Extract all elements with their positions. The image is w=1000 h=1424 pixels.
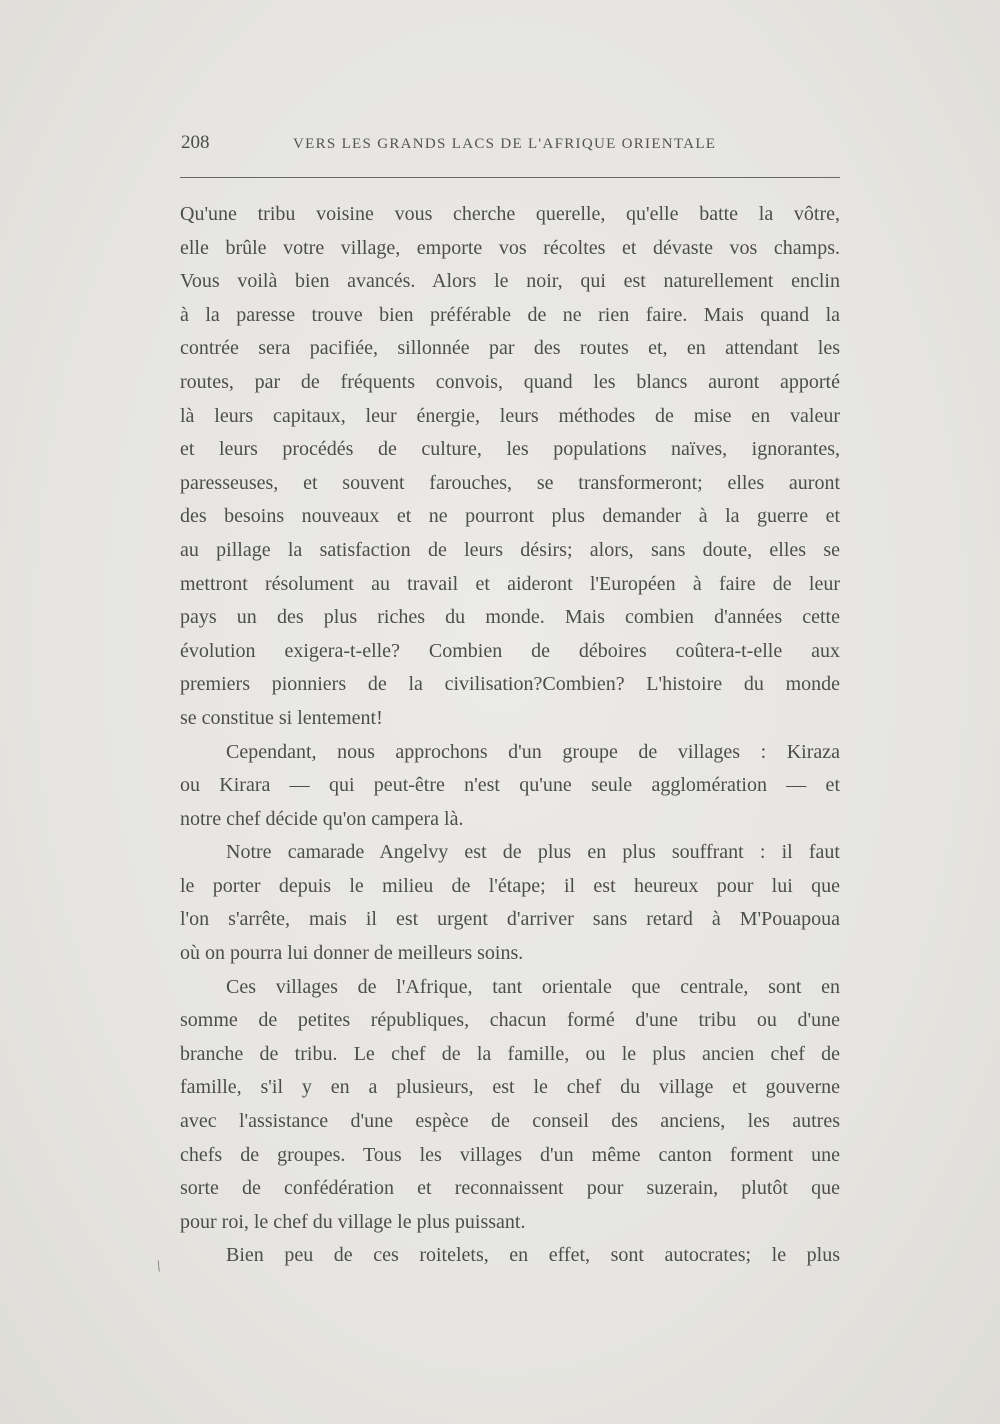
page-number: 208 <box>181 132 210 153</box>
paragraph <box>180 836 840 970</box>
text-line: Qu'une tribu voisine vous cherche querelle, qu'elle batte la vôtre, <box>180 203 840 225</box>
text-line: notre chef décide qu'on campera là. <box>180 807 464 830</box>
text-line: des besoins nouveaux et ne pourront plus demander à la guerre et <box>180 505 840 528</box>
text-line: pays un des plus riches du monde. Mais combien d'années cette <box>180 606 840 629</box>
header-rule <box>180 177 840 178</box>
text-line: Ces villages de l'Afrique, tant orientale que centrale, sont en <box>226 975 840 998</box>
margin-stray-mark: / <box>153 1257 165 1276</box>
paragraph <box>180 1239 840 1273</box>
text-line: pour roi, le chef du village le plus puissant. <box>180 1210 526 1233</box>
text-line: avec l'assistance d'une espèce de conseil des anciens, les autres <box>180 1110 840 1133</box>
text-line: famille, s'il y en a plusieurs, est le chef du village et gouverne <box>180 1076 840 1099</box>
text-line: mettront résolument au travail et aideront l'Européen à faire de leur <box>180 572 840 595</box>
text-line: elle brûle votre village, emporte vos récoltes et dévaste vos champs. <box>180 236 840 259</box>
text-line: Vous voilà bien avancés. Alors le noir, qui est naturellement enclin <box>180 270 840 293</box>
text-line: Cependant, nous approchons d'un groupe de villages : Kiraza <box>226 740 840 763</box>
text-line: là leurs capitaux, leur énergie, leurs méthodes de mise en valeur <box>180 404 840 427</box>
paragraph <box>180 198 840 736</box>
text-line: ou Kirara — qui peut-être n'est qu'une seule agglomération — et <box>180 774 840 797</box>
text-line: paresseuses, et souvent farouches, se transformeront; elles auront <box>180 471 840 494</box>
running-title: VERS LES GRANDS LACS DE L'AFRIQUE ORIENTALE <box>293 136 717 152</box>
text-line: et leurs procédés de culture, les populations naïves, ignorantes, <box>180 438 840 461</box>
text-line: à la paresse trouve bien préférable de ne rien faire. Mais quand la <box>180 303 840 326</box>
text-line: Notre camarade Angelvy est de plus en plus souffrant : il faut <box>226 841 840 864</box>
text-line: où on pourra lui donner de meilleurs soins. <box>180 942 524 965</box>
text-line: Bien peu de ces roitelets, en effet, sont autocrates; le plus <box>226 1244 840 1267</box>
text-line: sorte de confédération et reconnaissent pour suzerain, plutôt que <box>180 1177 840 1200</box>
paragraph <box>180 971 840 1240</box>
text-line: au pillage la satisfaction de leurs désirs; alors, sans doute, elles se <box>180 538 840 561</box>
body-text <box>180 198 840 1273</box>
text-line: l'on s'arrête, mais il est urgent d'arriver sans retard à M'Pouapoua <box>180 908 840 931</box>
text-line: premiers pionniers de la civilisation?Combien? L'histoire du monde <box>180 673 840 696</box>
text-line: somme de petites républiques, chacun formé d'une tribu ou d'une <box>180 1009 840 1032</box>
text-line: le porter depuis le milieu de l'étape; il est heureux pour lui que <box>180 874 840 897</box>
text-line: routes, par de fréquents convois, quand les blancs auront apporté <box>180 370 840 393</box>
text-line: chefs de groupes. Tous les villages d'un même canton forment une <box>180 1143 840 1166</box>
text-line: se constitue si lentement! <box>180 706 383 729</box>
text-line: branche de tribu. Le chef de la famille, ou le plus ancien chef de <box>180 1042 840 1065</box>
text-line: évolution exigera-t-elle? Combien de déboires coûtera-t-elle aux <box>180 639 840 662</box>
text-line: contrée sera pacifiée, sillonnée par des routes et, en attendant les <box>180 337 840 360</box>
page-header <box>180 132 840 162</box>
paragraph <box>180 736 840 837</box>
